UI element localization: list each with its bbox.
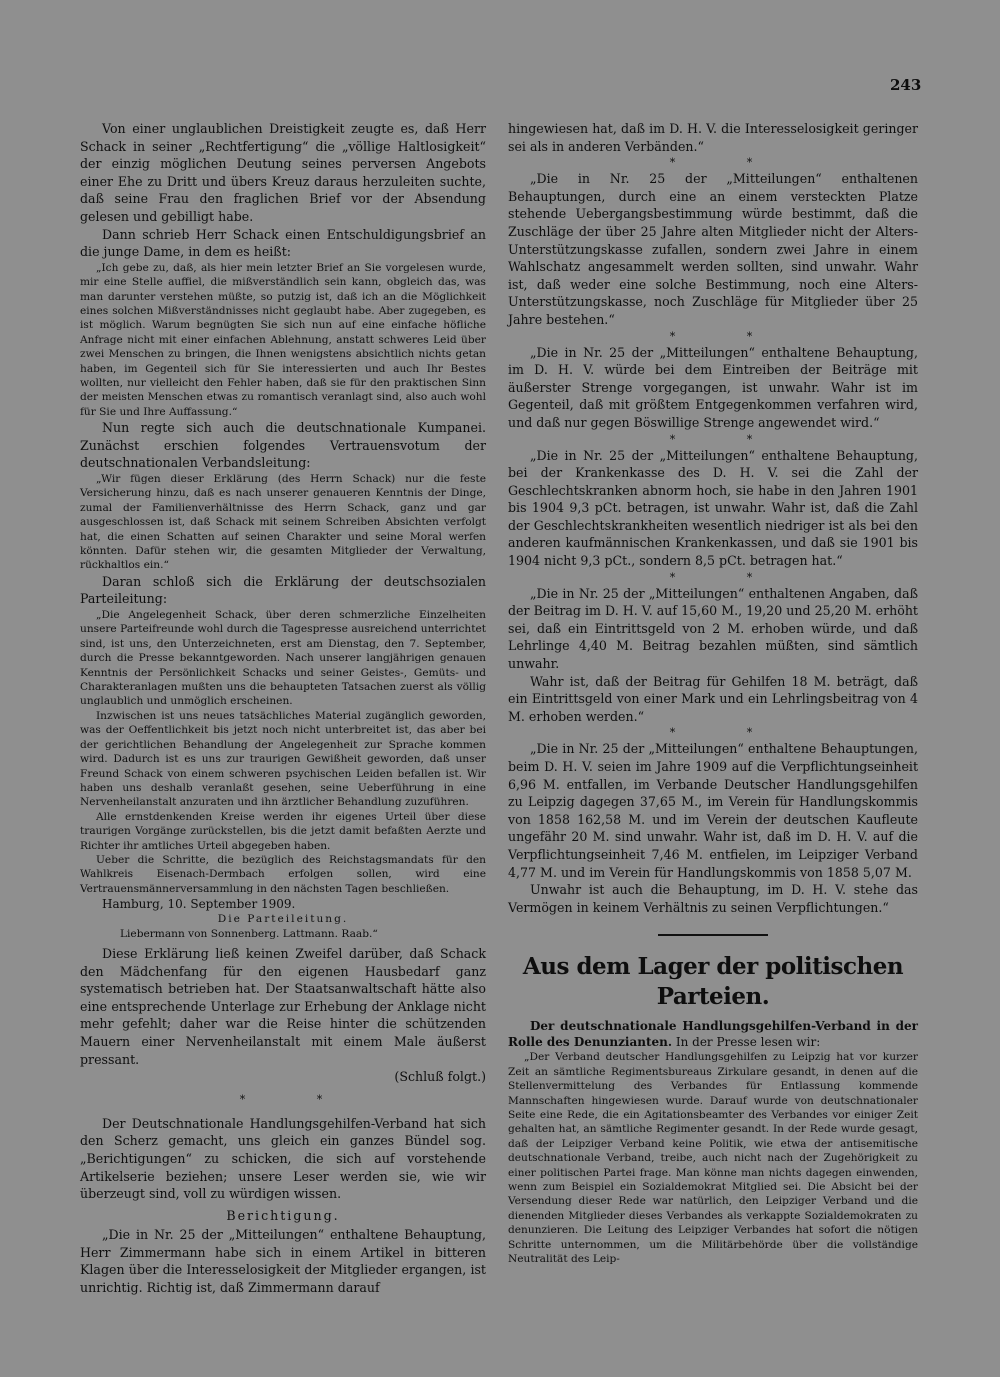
paragraph: Diese Erklärung ließ keinen Zweifel darüber, daß Schack den Mädchenfang für den eigenen Hausbedarf ganz systematisch betrieben hat. Der Staatsanwaltschaft hätte also eine entsprechende Unterlage zur Erhebung der Anklage nicht mehr gefehlt; daher war die Reise hinter die schützenden Mauern einer Nervenheilanstalt mit einem Male äußerst pressant. (80, 945, 486, 1067)
correction-paragraph: „Die in Nr. 25 der „Mitteilungen“ enthaltene Behauptung, bei der Krankenkasse des D. H. V. sei die Zahl der Geschlechtskranken abnorm hoch, sie habe in den Jahren 1901 bis 1904 9,3 pCt. betragen, ist unwahr. Wahr ist, daß die Zahl der Geschlechtskrankheiten wesentlich niedriger ist als bei den anderen kaufmännischen Krankenkassen, und daß sie 1901 bis 1904 nicht 9,3 pCt., sondern 8,5 pCt. betragen hat.“ (508, 447, 918, 569)
correction-paragraph: Wahr ist, daß der Beitrag für Gehilfen 18 M. beträgt, daß ein Eintrittsgeld von einer Mark und ein Lehrlingsbeitrag von 4 M. erhoben werden.“ (508, 673, 918, 724)
separator-stars: * * (669, 570, 787, 584)
paragraph: Nun regte sich auch die deutschnationale Kumpanei. Zunächst erschien folgendes Vertrauensvotum der deutschnationalen Verbandsleitung: (80, 420, 486, 471)
article-lead-rest: In der Presse lesen wir: (672, 1035, 821, 1050)
paragraph: Daran schloß sich die Erklärung der deutschsozialen Parteileitung: (80, 573, 486, 607)
separator-stars: * * (669, 726, 787, 740)
separator-stars: * * (669, 329, 787, 343)
signature-names: Liebermann von Sonnenberg. Lattmann. Raab.“ (120, 927, 378, 940)
signature-title: Die Parteileitung. (217, 913, 349, 926)
quoted-letter: „Ich gebe zu, daß, als hier mein letzter Brief an Sie vorgelesen wurde, mir eine Stelle auffiel, die mißverständlich sein kann, obgleich das, was man darunter verstehen müßte, so putzig ist, daß ich an die Möglichkeit eines solchen Mißverständnisses nicht geglaubt habe. Aber zugegeben, es ist möglich. Warum begnügten Sie sich nun auf eine einfache höfliche Anfrage nicht mit einer einfachen Ablehnung, anstatt schweres Leid über zwei Menschen zu bringen, die Ihnen wenigstens absichtlich nichts getan haben, im Gegenteil sich für Sie interessierten und auch Ihr Bestes wollten, nur vielleicht den Fehler haben, daß sie für den praktischen Sinn der meisten Menschen etwas zu romantisch veranlagt sind, also auch wohl für Sie und Ihre Auffassung.“ (80, 261, 486, 418)
correction-paragraph: „Die in Nr. 25 der „Mitteilungen“ enthaltene Behauptung, im D. H. V. würde bei dem Eintreiben der Beiträge mit äußerster Strenge vorgegangen, ist unwahr. Wahr ist im Gegenteil, daß mit größtem Entgegenkommen verfahren wird, und daß nur gegen Böswillige Strenge angewendet wird.“ (508, 344, 918, 430)
paragraph: Dann schrieb Herr Schack einen Entschuldigungsbrief an die junge Dame, in dem es heißt: (80, 226, 486, 260)
article-lead-title: Der deutschnationale Handlungsgehilfen-Verband in der Rolle des Denunzianten. (508, 1019, 918, 1050)
right-column (508, 120, 918, 1266)
page-number: 243 (890, 76, 922, 94)
quoted-statement: „Die Angelegenheit Schack, über deren schmerzliche Einzelheiten unsere Parteifreunde wohl durch die Tagespresse ausreichend unterrichtet sind, ist uns, den Unterzeichneten, erst am Dienstag, den 7. September, durch die Presse bekanntgeworden. Nach unserer langjährigen genauen Kenntnis der Persönlichkeit Schacks und seiner Geistes-, Gemüts- und Charakteranlagen mußten uns die behaupteten Tatsachen zuerst als völlig unglaublich und unmöglich erscheinen. (80, 609, 486, 708)
paragraph: Von einer unglaublichen Dreistigkeit zeugte es, daß Herr Schack in seiner „Rechtfertigung“ die „völlige Haltlosigkeit“ der einzig möglichen Deutung seines perversen Angebots einer Ehe zu Dritt und übers Kreuz daraus herzuleiten suchte, daß seine Frau den fraglichen Brief vor der Absendung gelesen und gebilligt habe. (80, 121, 486, 224)
quoted-statement: „Wir fügen dieser Erklärung (des Herrn Schack) nur die feste Versicherung hinzu, daß es nach unserer genaueren Kenntnis der Dinge, zumal der Familienverhältnisse des Herrn Schack, ganz und gar ausgeschlossen ist, daß Schack mit seinem Schreiben Absichten verfolgt hat, die einen Schatten auf seinen Charakter und seine Moral werfen könnten. Dafür stehen wir, die gesamten Mitglieder der Verwaltung, rückhaltlos ein.“ (80, 473, 486, 572)
section-title: Aus dem Lager der politischen Parteien. (522, 953, 904, 1011)
quoted-statement: Ueber die Schritte, die bezüglich des Reichstagsmandats für den Wahlkreis Eisenach-Dermbach erfolgen sollen, wird eine Vertrauensmännerversammlung in den nächsten Tagen beschließen. (80, 853, 486, 895)
berichtigung-heading: Berichtigung. (226, 1207, 340, 1223)
correction-paragraph: „Die in Nr. 25 der „Mitteilungen“ enthaltenen Angaben, daß der Beitrag im D. H. V. auf 15,60 M., 19,20 und 25,20 M. erhöht sei, daß ein Eintrittsgeld von 2 M. erhoben würde, und daß Lehrlinge 4,40 M. Beitrag bezahlen müßten, sind sämtlich unwahr. (508, 585, 918, 672)
correction-paragraph: Unwahr ist auch die Behauptung, im D. H. V. stehe das Vermögen in keinem Verhältnis zu seinen Verpflichtungen.“ (508, 882, 918, 915)
article-lead (508, 1018, 918, 1050)
left-column (80, 120, 486, 1297)
quoted-statement: Inzwischen ist uns neues tatsächliches Material zugänglich geworden, was der Oeffentlichkeit bis jetzt noch nicht unterbreitet ist, das aber bei der gerichtlichen Behandlung der Angelegenheit zur Sprache kommen wird. Dadurch ist es uns zur traurigen Gewißheit geworden, daß unser Freund Schack von einem schweren psychischen Leiden befallen ist. Wir haben uns deshalb veranlaßt gesehen, seine Ueberführung in eine Nervenheilanstalt anzuraten und ihn ärztlicher Behandlung zuzuführen. (80, 709, 486, 809)
quoted-press: „Der Verband deutscher Handlungsgehilfen zu Leipzig hat vor kurzer Zeit an sämtliche Regimentsbureaus Zirkulare gesandt, in denen auf die Stellenvermittelung des Verbandes für Entlassung kommende Mannschaften hingewiesen wurde. Darauf wurde von deutschnationaler Seite eine Rede, die ein Agitationsbeamter des Verbandes vor einiger Zeit gehalten hat, an sämtliche Regimenter gesandt. In der Rede wurde gesagt, daß der Leipziger Verband keine Politik, wie etwa der antisemitische deutschnationale Verband, treibe, auch nicht nach der Zugehörigkeit zu einer politischen Partei frage. Man könne man nichts dagegen einwenden, wenn zum Beispiel ein Sozialdemokrat Mitglied sei. Die Absicht bei der Versendung dieser Rede war natürlich, den Leipziger Verband und die dienenden Mitglieder dieses Verbandes als verkappte Sozialdemokraten zu denunzieren. Die Leitung des Leipziger Verbandes hat sofort die nötigen Schritte unternommen, um die Militärbehörde über die vollständige Neutralität des Leip- (508, 1051, 918, 1266)
separator-stars: * * (669, 156, 787, 170)
separator-stars: * * (239, 1092, 357, 1106)
paragraph: „Die in Nr. 25 der „Mitteilungen“ enthaltene Behauptung, Herr Zimmermann habe sich in einem Artikel in bitteren Klagen über die Interesselosigkeit der Mitglieder ergangen, ist unrichtig. Richtig ist, daß Zimmermann darauf (80, 1227, 486, 1296)
continued-note: (Schluß folgt.) (394, 1069, 486, 1085)
paragraph: hingewiesen hat, daß im D. H. V. die Interesselosigkeit geringer sei als in anderen Verbänden.“ (508, 121, 918, 154)
correction-paragraph: „Die in Nr. 25 der „Mitteilungen“ enthaltene Behauptungen, beim D. H. V. seien im Jahre 1909 auf die Verpflichtungseinheit 6,96 M. entfallen, im Verbande Deutscher Handlungsgehilfen zu Leipzig dagegen 37,65 M., im Verein für Handlungskommis von 1858 162,58 M. und im Verein der deutschen Kaufleute ungefähr 20 M. sind unwahr. Wahr ist, daß im D. H. V. auf die Verpflichtungseinheit 7,46 M. entfielen, im Leipziger Verband 4,77 M. und im Verein für Handlungskommis von 1858 5,07 M. (508, 741, 918, 880)
section-divider (658, 934, 768, 936)
paragraph: Der Deutschnationale Handlungsgehilfen-Verband hat sich den Scherz gemacht, uns gleich ein ganzes Bündel sog. „Berichtigungen“ zu schicken, die sich auf vorstehende Artikelserie beziehen; unsere Leser werden sie, wie wir überzeugt sind, voll zu würdigen wissen. (80, 1115, 486, 1202)
signature-place-date: Hamburg, 10. September 1909. (102, 897, 296, 912)
quoted-statement: Alle ernstdenkenden Kreise werden ihr eigenes Urteil über diese traurigen Vorgänge zurückstellen, bis die jetzt damit befaßten Aerzte und Richter ihr amtliches Urteil abgegeben haben. (80, 810, 486, 852)
correction-paragraph: „Die in Nr. 25 der „Mitteilungen“ enthaltenen Behauptungen, durch eine an einem versteckten Platze stehende Uebergangsbestimmung würde bestimmt, daß die Zuschläge der über 25 Jahre alten Mitglieder nicht der Alters-Unterstützungskasse zufallen, sondern zwei Jahre in einem Wahlschatz angesammelt werden sollten, sind unwahr. Wahr ist, daß weder eine solche Bestimmung, noch eine Alters-Unterstützungskasse, noch Zuschläge für Mitglieder über 25 Jahre bestehen.“ (508, 171, 918, 327)
separator-stars: * * (669, 432, 787, 446)
